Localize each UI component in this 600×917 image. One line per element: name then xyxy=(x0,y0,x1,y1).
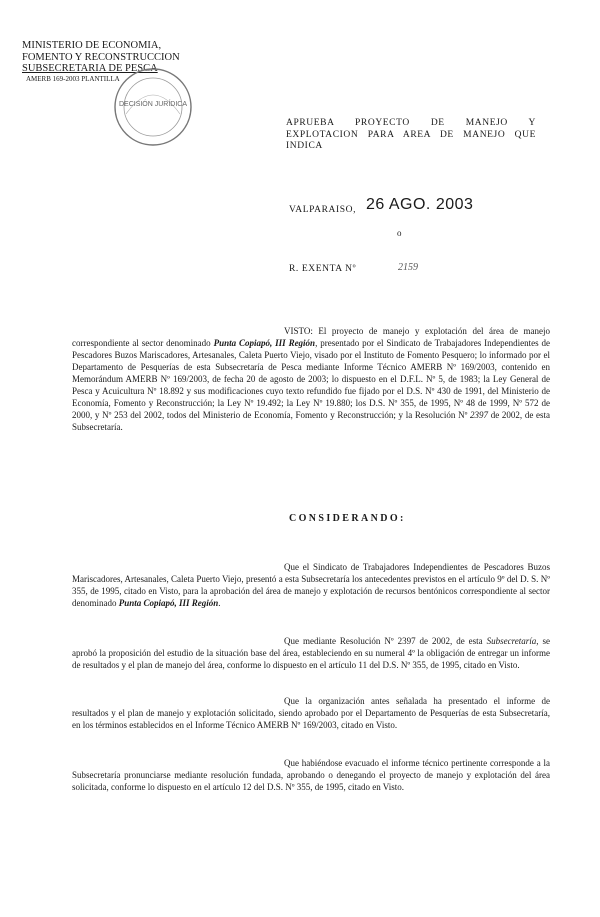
date-stamp: 26 AGO. 2003 xyxy=(366,196,474,213)
considerando-paragraph-1 xyxy=(72,561,550,609)
considerando-paragraph-2 xyxy=(72,635,550,671)
c2-text-rest: , se aprobó la proposición del estudio de la situación base del área, estableciendo en su numeral 4º la obligación de entregar un informe de resultados y el plan de manejo del área, conforme lo dispuesto en el artículo 11 del D.S. Nº 355, de 1995, citado en Visto. xyxy=(72,636,551,670)
exenta-number: 2159 xyxy=(398,262,418,273)
visto-text-lead: VISTO: El proyecto de manejo y explotación del área de manejo correspondiente al sector denominado xyxy=(72,326,550,348)
letterhead-reference: AMERB 169-2003 PLANTILLA xyxy=(26,74,120,83)
c2-subsecretaria: Subsecretaría xyxy=(486,636,537,646)
c1-sector: Punta Copiapó, III Región xyxy=(118,598,219,608)
handwritten-mark: o xyxy=(397,228,402,238)
c1-text: Que el Sindicato de Trabajadores Independientes de Pescadores Buzos Mariscadores, Artesanales, Caleta Puerto Viejo, presentó a esta Subsecretaría los antecedentes previstos en el artículo 9º del D. S. Nº 355, de 1995, citado en Visto, para la aprobación del área de manejo y explotación de recursos bentónicos correspondiente al sector denominado xyxy=(72,562,550,608)
exenta-label: R. EXENTA Nº xyxy=(289,264,357,274)
letterhead-subsecretaria: SUBSECRETARIA DE PESCA xyxy=(22,63,158,74)
c2-text-lead: Que mediante Resolución Nº 2397 de 2002, de esta xyxy=(284,636,487,646)
c3-text: Que la organización antes señalada ha presentado el informe de resultados y el plan de manejo y explotación solicitado, siendo aprobado por el Departamento de Pesquerías de esta Subsecretaría, en los términos establecidos en el Informe Técnico AMERB Nº 169/2003, citado en Visto. xyxy=(72,696,550,730)
visto-sector: Punta Copiapó, III Región xyxy=(213,338,316,348)
official-seal-stamp xyxy=(112,66,194,148)
c1-end: . xyxy=(218,598,221,608)
considerando-heading: CONSIDERANDO: xyxy=(289,513,406,524)
visto-text-body: , presentado por el Sindicato de Trabajadores Independientes de Pescadores Buzos Mariscadores, Artesanales, Caleta Puerto Viejo, visado por el Instituto de Fomento Pesquero; lo informado por el Departamento de Pesquerías de esta Subsecretaría de Pesca mediante Informe Técnico AMERB Nº 169/2003, contenido en Memorándum AMERB Nº 169/2003, de fecha 20 de agosto de 2003; lo dispuesto en el D.F.L. Nº 5, de 1983; la Ley General de Pesca y Acuicultura Nº 18.892 y sus modificaciones cuyo texto refundido fue fijado por el D.S. Nº 430 de 1991, del Ministerio de Economía, Fomento y Reconstrucción; la Ley Nº 19.492; la Ley Nº 19.880; los D.S. Nº 355, de 1995, Nº 48 de 1999, Nº 572 de 2000, y Nº 253 del 2002, todos del Ministerio de Economía, Fomento y Reconstrucción; y la Resolución Nº xyxy=(72,338,551,420)
visto-text-end: de 2002, de esta Subsecretaría. xyxy=(72,410,551,432)
document-title: APRUEBA PROYECTO DE MANEJO Y EXPLOTACION PARA AREA DE MANEJO QUE INDICA xyxy=(286,118,536,151)
visto-paragraph xyxy=(72,325,550,433)
letterhead-fomento: FOMENTO Y RECONSTRUCCION xyxy=(22,51,180,63)
visto-resolution-number: 2397 xyxy=(470,410,489,420)
considerando-paragraph-3 xyxy=(72,695,550,731)
letterhead-ministry: MINISTERIO DE ECONOMIA, xyxy=(22,40,162,51)
considerando-paragraph-4 xyxy=(72,757,550,793)
stamp-text: DECISIÓN JURÍDICA xyxy=(118,101,188,108)
place-label: VALPARAISO, xyxy=(289,205,357,215)
c4-text: Que habiéndose evacuado el informe técnico pertinente corresponde a la Subsecretaría pronunciarse mediante resolución fundada, aprobando o denegando el proyecto de manejo y explotación del área solicitada, conforme lo dispuesto en el artículo 12 del D.S. Nº 355, de 1995, citado en Visto. xyxy=(72,758,550,792)
